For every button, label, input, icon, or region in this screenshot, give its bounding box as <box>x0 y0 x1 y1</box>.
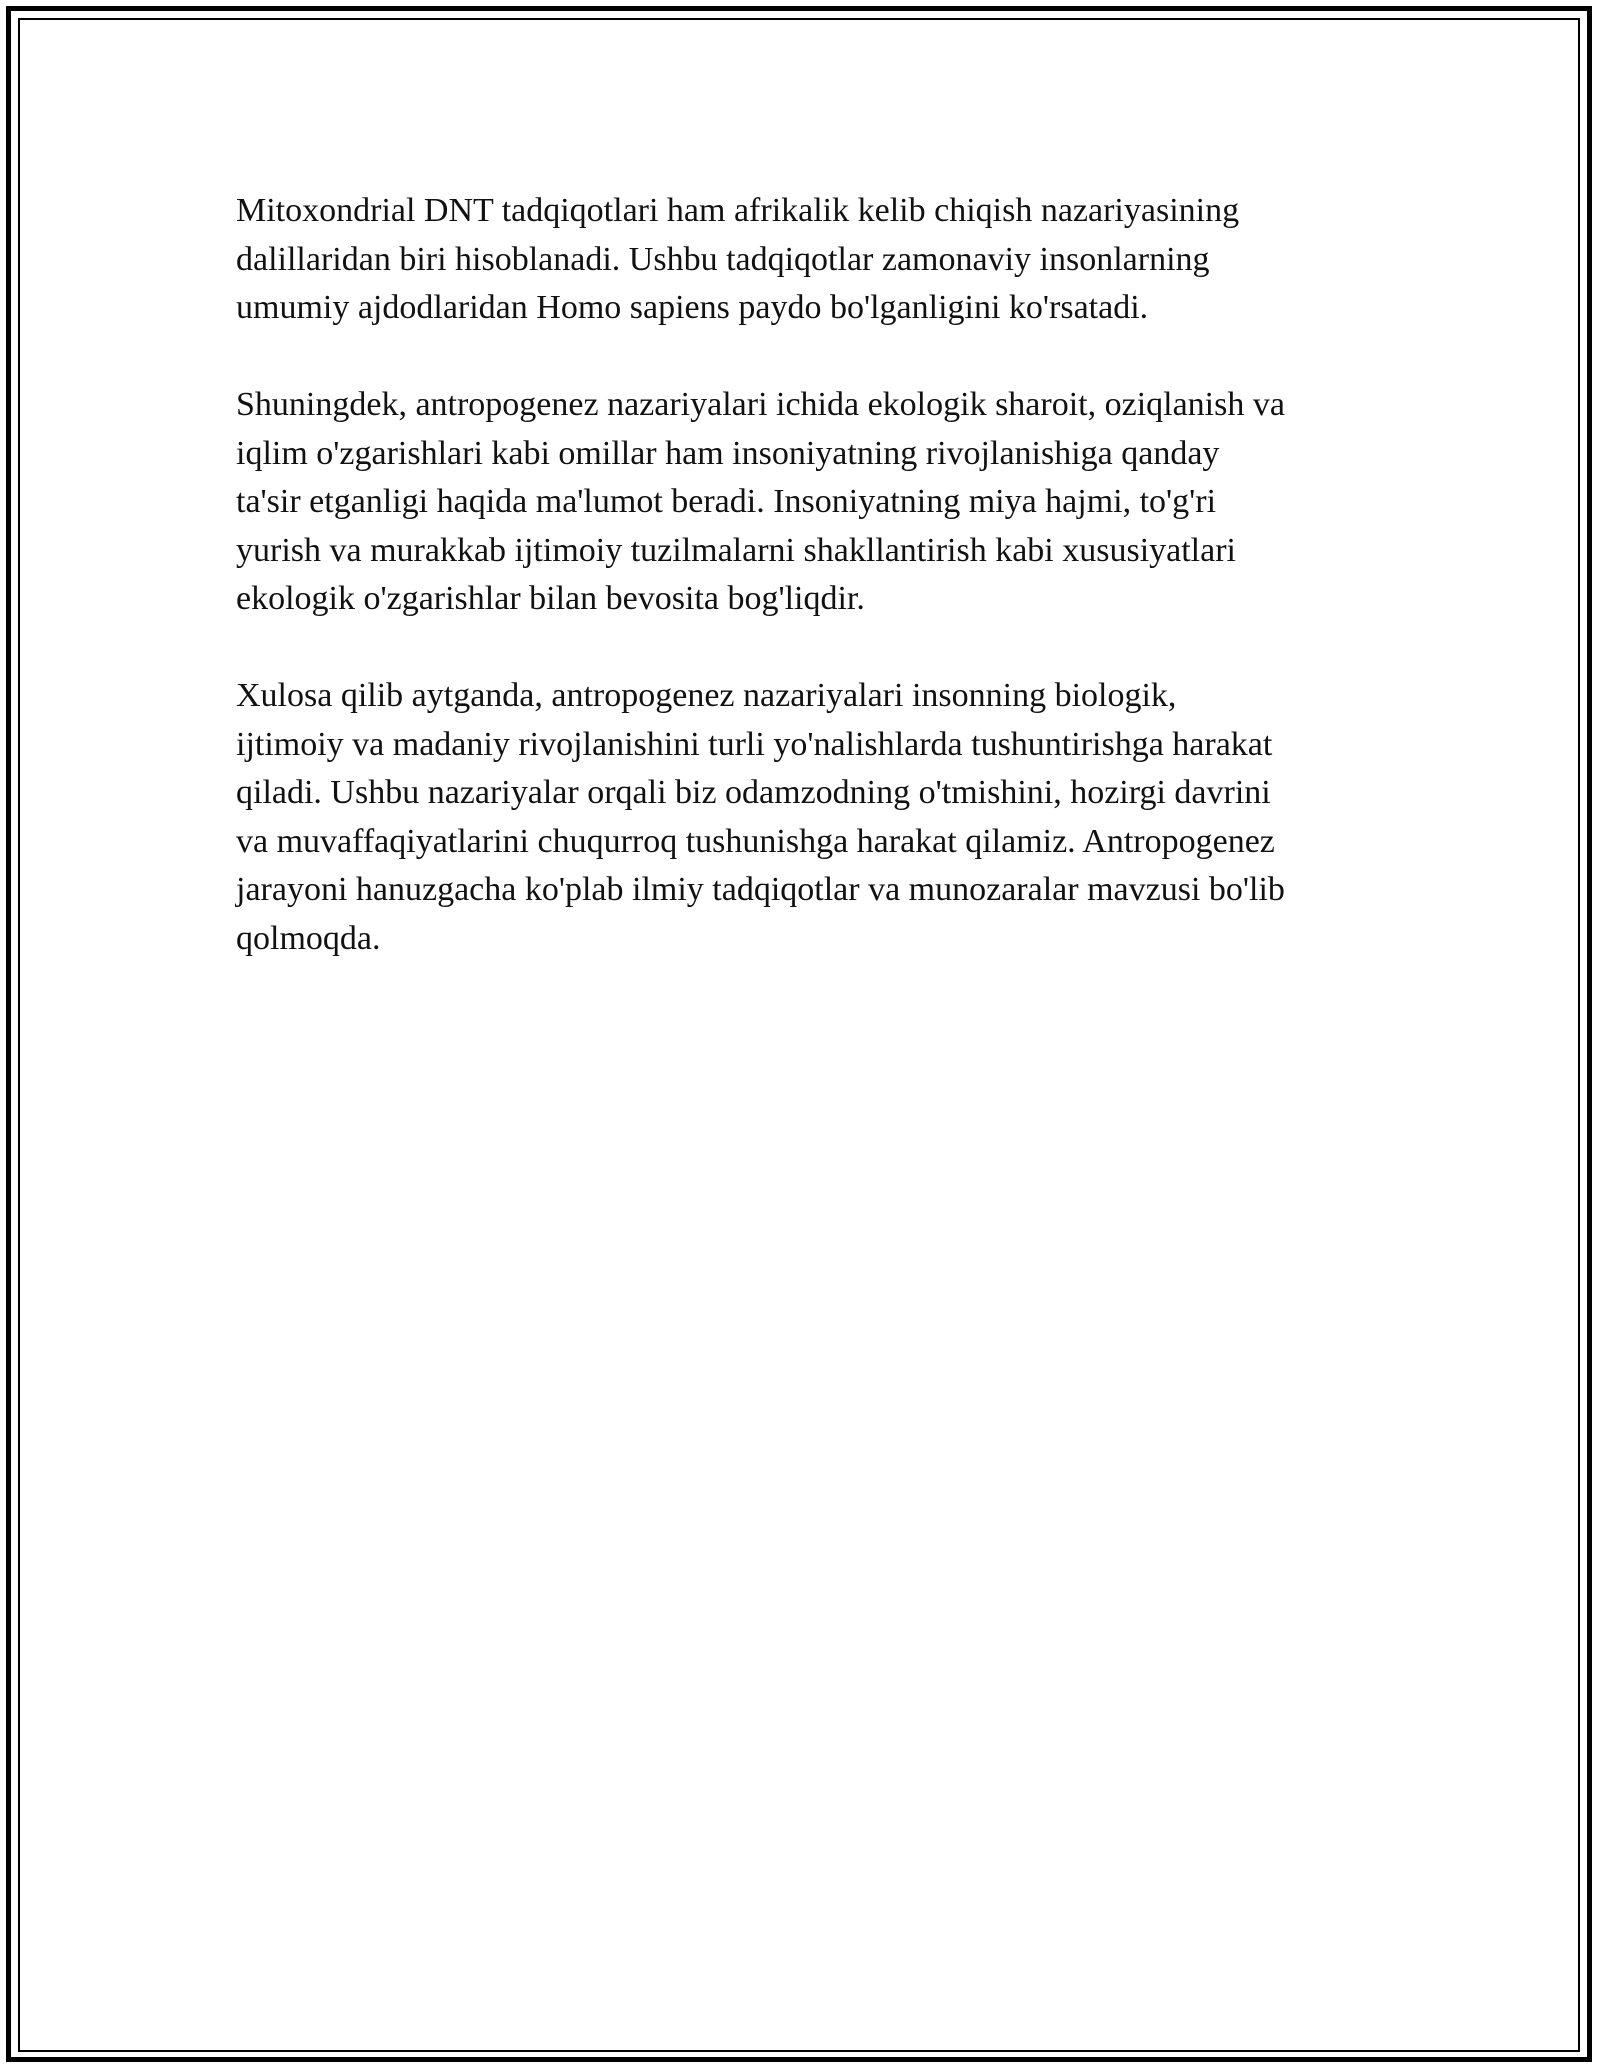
paragraph-ecological-factors: Shuningdek, antropogenez nazariyalari ichida ekologik sharoit, oziqlanish va iqlim o'zgarishlari kabi omillar ham insoniyatning rivojlanishiga qanday ta'sir etganligi haqida ma'lumot beradi. Insoniyatning miya hajmi, to'g'ri yurish va murakkab ijtimoiy tuzilmalarni shakllantirish kabi xususiyatlari ekologik o'zgarishlar bilan bevosita bog'liqdir. <box>236 386 1285 617</box>
paragraph-mitochondrial-dna: Mitoxondrial DNT tadqiqotlari ham afrikalik kelib chiqish nazariyasining dalillaridan biri hisoblanadi. Ushbu tadqiqotlar zamonaviy insonlarning umumiy ajdodlaridan Homo sapiens paydo bo'lganligini ko'rsatadi. <box>236 192 1240 326</box>
document-body <box>236 187 1386 1012</box>
paragraph-conclusion: Xulosa qilib aytganda, antropogenez nazariyalari insonning biologik, ijtimoiy va madaniy rivojlanishini turli yo'nalishlarda tushuntirishga harakat qiladi. Ushbu nazariyalar orqali biz odamzodning o'tmishini, hozirgi davrini va muvaffaqiyatlarini chuqurroq tushunishga harakat qilamiz. Antropogenez jarayoni hanuzgacha ko'plab ilmiy tadqiqotlar va munozaralar mavzusi bo'lib qolmoqda. <box>236 677 1285 957</box>
